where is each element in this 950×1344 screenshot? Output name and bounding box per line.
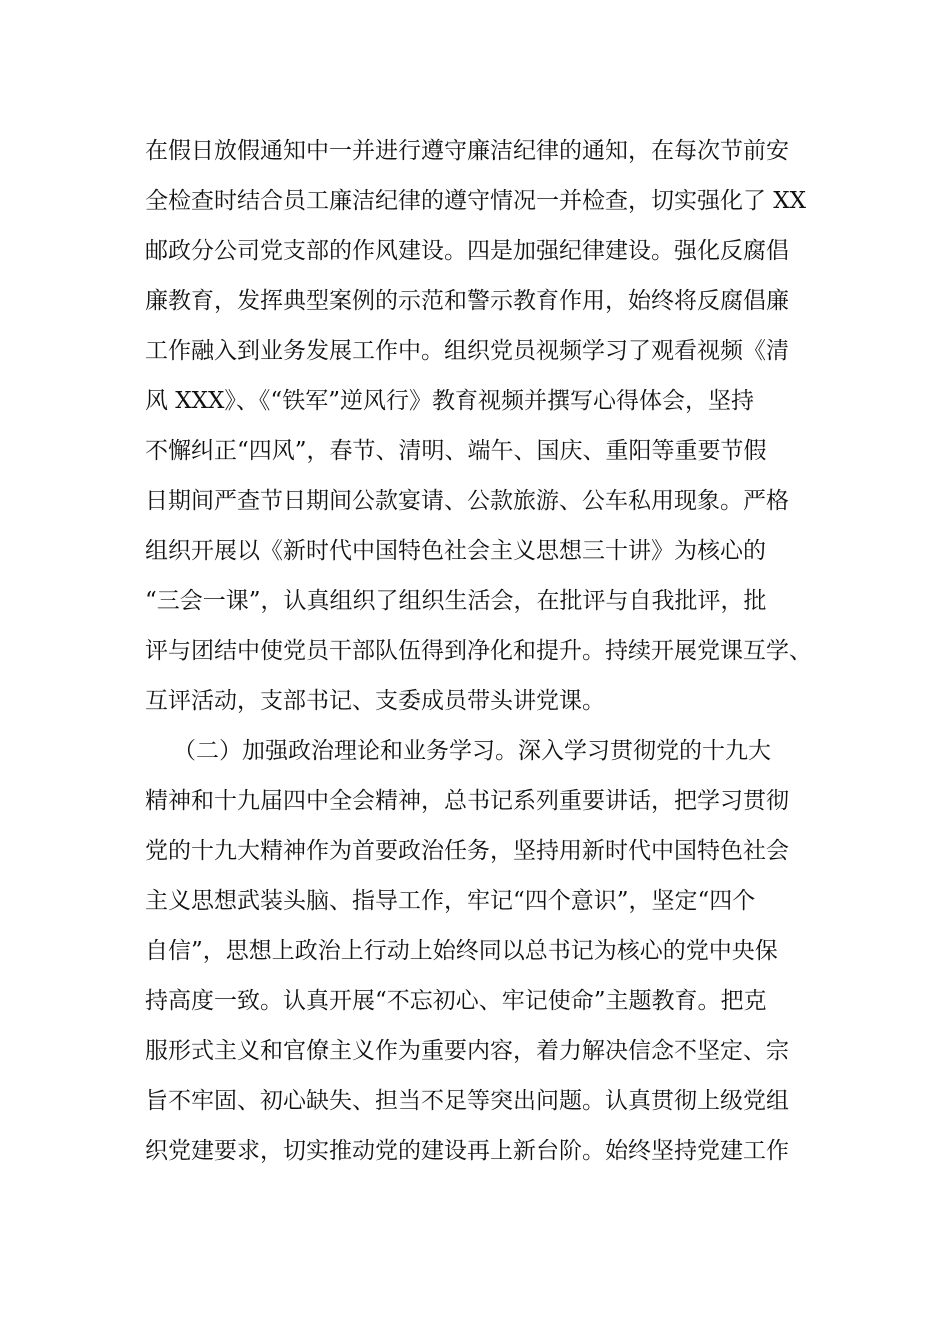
paragraph-1-line-12: 互评活动，支部书记、支委成员带头讲党课。: [145, 688, 605, 714]
paragraph-1-line-10: “三会一课”，认真组织了组织生活会，在批评与自我批评，批: [145, 588, 767, 614]
paragraph-2-line-2: 精神和十九届四中全会精神，总书记系列重要讲话，把学习贯彻: [145, 788, 789, 814]
paragraph-2-line-8: 旨不牢固、初心缺失、担当不足等突出问题。认真贯彻上级党组: [145, 1088, 789, 1114]
paragraph-1-line-9: 组织开展以《新时代中国特色社会主义思想三十讲》为核心的: [145, 538, 766, 564]
paragraph-1-line-5: 工作融入到业务发展工作中。组织党员视频学习了观看视频《清: [145, 338, 789, 364]
paragraph-1-line-6: 风 XXX》、《“铁军”逆风行》教育视频并撰写心得体会，坚持: [145, 388, 754, 414]
paragraph-2-line-9: 织党建要求，切实推动党的建设再上新台阶。始终坚持党建工作: [145, 1138, 789, 1164]
paragraph-1-line-7: 不懈纠正“四风”，春节、清明、端午、国庆、重阳等重要节假: [145, 438, 767, 464]
paragraph-1-line-4: 廉教育，发挥典型案例的示范和警示教育作用，始终将反腐倡廉: [145, 288, 789, 314]
paragraph-2-line-7: 服形式主义和官僚主义作为重要内容，着力解决信念不坚定、宗: [145, 1038, 789, 1064]
paragraph-2-line-4: 主义思想武装头脑、指导工作，牢记“四个意识”，坚定“四个: [145, 888, 756, 914]
paragraph-1-line-1: 在假日放假通知中一并进行遵守廉洁纪律的通知，在每次节前安: [145, 138, 789, 164]
paragraph-2-line-1: （二）加强政治理论和业务学习。深入学习贯彻党的十九大: [173, 738, 771, 764]
paragraph-2-line-6: 持高度一致。认真开展“不忘初心、牢记使命”主题教育。把克: [145, 988, 767, 1014]
paragraph-2-line-5: 自信”，思想上政治上行动上始终同以总书记为核心的党中央保: [145, 938, 778, 964]
paragraph-1-line-2: 全检查时结合员工廉洁纪律的遵守情况一并检查，切实强化了 XX: [145, 188, 807, 214]
paragraph-1-line-11: 评与团结中使党员干部队伍得到净化和提升。持续开展党课互学、: [145, 638, 812, 664]
paragraph-1-line-8: 日期间严查节日期间公款宴请、公款旅游、公车私用现象。严格: [145, 488, 789, 514]
paragraph-2-line-3: 党的十九大精神作为首要政治任务，坚持用新时代中国特色社会: [145, 838, 789, 864]
paragraph-1-line-3: 邮政分公司党支部的作风建设。四是加强纪律建设。强化反腐倡: [145, 238, 789, 264]
